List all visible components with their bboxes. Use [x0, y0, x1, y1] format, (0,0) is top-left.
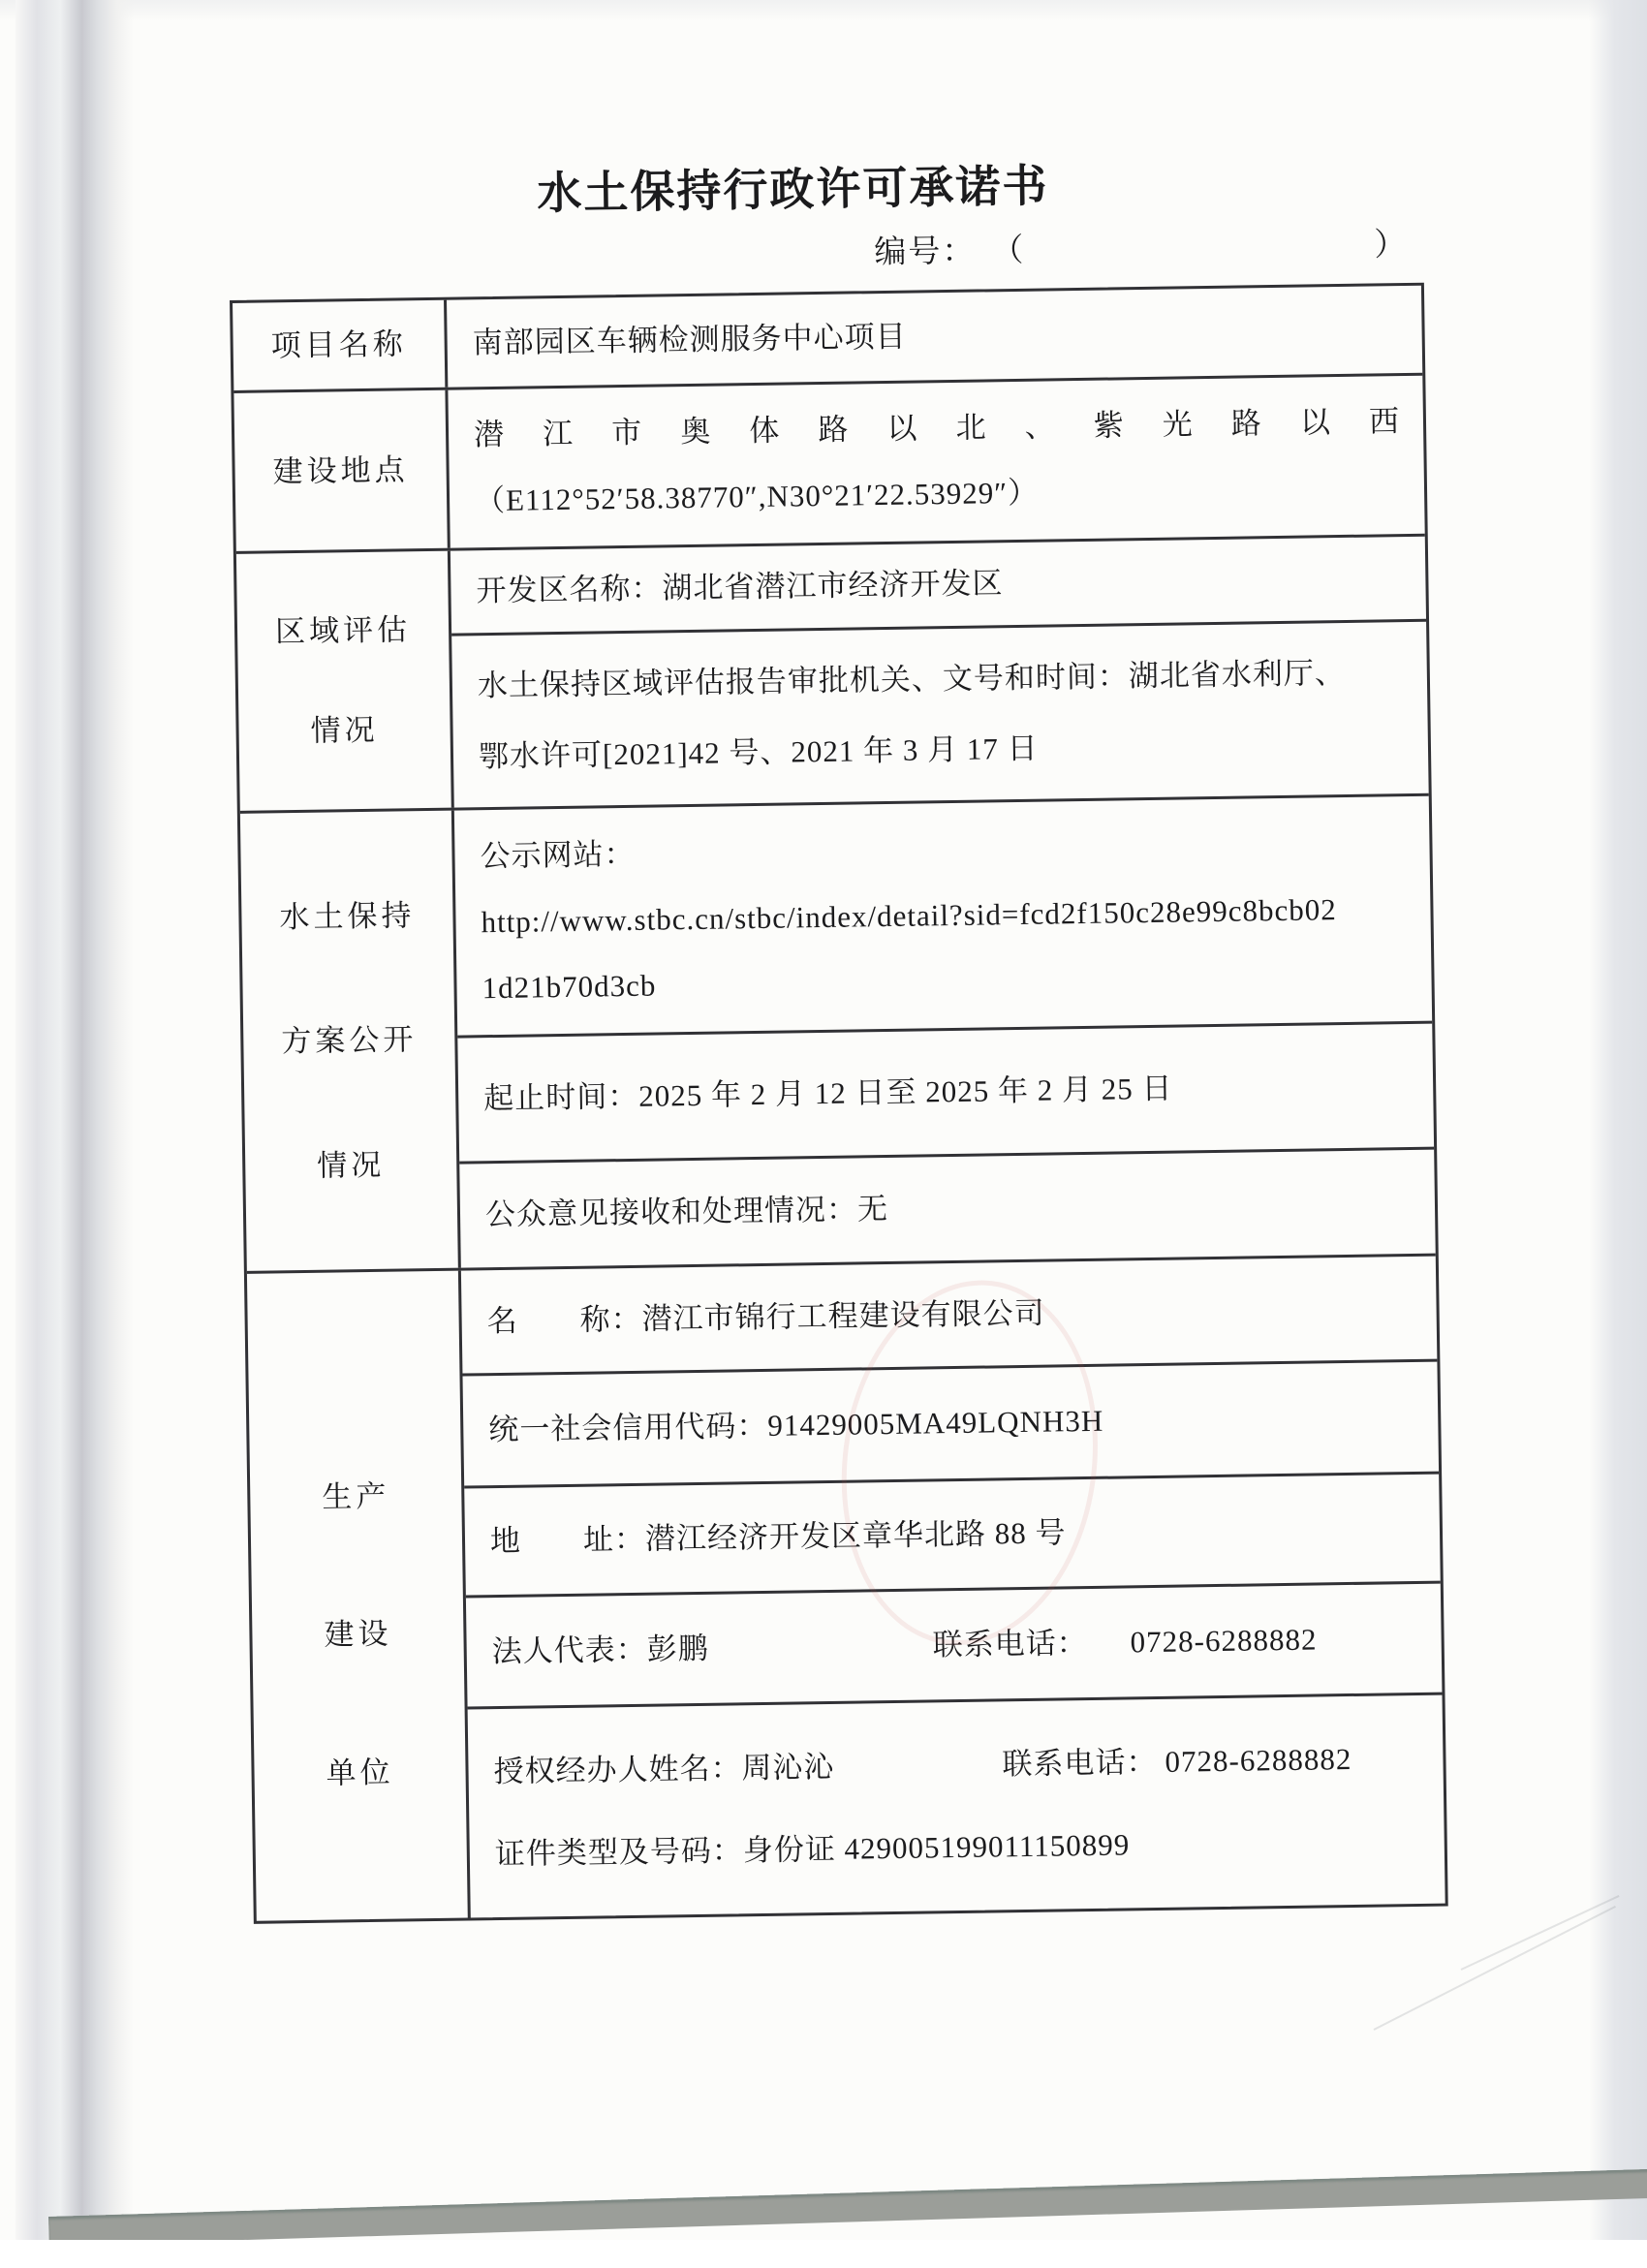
legal-rep-phone-number: 0728-6288882 [1130, 1622, 1318, 1660]
credit-code: 统一社会信用代码：91429005MA49LQNH3H [488, 1404, 1104, 1447]
project-name-cell [447, 286, 1422, 388]
permit-info-table [230, 283, 1448, 1924]
page-title: 水土保持行政许可承诺书 [537, 161, 1049, 219]
scan-edge-shadow-right [1589, 0, 1647, 2265]
scan-edge-shadow-top [0, 0, 1647, 21]
legal-representative: 法人代表：彭鹏 [491, 1631, 709, 1668]
scanner-background [0, 2240, 1647, 2265]
authorized-agent-line [493, 1739, 1419, 1791]
agent-phone-number: 0728-6288882 [1165, 1741, 1352, 1779]
publicity-website-url-cont: 1d21b70d3cb [482, 968, 657, 1006]
regional-assessment-cells [451, 537, 1429, 808]
publicity-website-cell [454, 796, 1432, 1036]
unit-name: 名 称：潜江市锦行工程建设有限公司 [486, 1295, 1045, 1339]
authorized-agent-cell [468, 1693, 1445, 1918]
table-row-construction-unit [247, 1254, 1445, 1921]
table-row-location [233, 373, 1424, 551]
row-label-regional-assessment [236, 551, 454, 811]
public-comments: 公众意见接收和处理情况：无 [484, 1192, 889, 1232]
row-label-project-name [233, 300, 448, 390]
plan-publicity-cells [454, 796, 1436, 1268]
row-label-construction-unit [247, 1271, 471, 1921]
agent-id-document: 证件类型及号码：身份证 429005199011150899 [494, 1827, 1131, 1872]
publicity-website-url: http://www.stbc.cn/stbc/index/detail?sid=fcd2f150c28e99c8bcb02 [481, 891, 1337, 940]
assessment-approval-line1: 水土保持区域评估报告审批机关、文号和时间：湖北省水利厅、 [477, 656, 1347, 703]
authorized-agent-name: 授权经办人姓名：周沁沁 [493, 1749, 835, 1788]
table-row-plan-publicity [240, 793, 1436, 1271]
label-text-line2: 方案公开 [281, 1022, 418, 1059]
assessment-approval-cell [451, 619, 1429, 808]
agent-phone-label: 联系电话： [1002, 1744, 1158, 1782]
project-name-value: 南部园区车辆检测服务中心项目 [472, 319, 907, 360]
label-text-line2: 情况 [310, 712, 379, 748]
label-text-line1: 生产 [322, 1478, 390, 1514]
development-zone-name-cell [451, 537, 1426, 634]
location-coordinates: （E112°52′58.38770″,N30°21′22.53929″） [474, 475, 1040, 518]
label-text-line1: 区域评估 [274, 612, 412, 649]
label-text-line1: 水土保持 [279, 897, 416, 934]
label-text: 项目名称 [270, 326, 407, 363]
scan-edge-shadow-left [16, 0, 134, 2265]
location-line1: 潜江市奥体路以北、紫光路以西 [473, 404, 1401, 452]
table-row-project-name [233, 286, 1422, 390]
label-text-line3: 单位 [326, 1755, 394, 1790]
row-label-plan-publicity [240, 811, 461, 1271]
serial-number-line [874, 219, 1409, 272]
unit-address: 地 址：潜江经济开发区章华北路 88 号 [489, 1515, 1067, 1558]
assessment-approval-line2: 鄂水许可[2021]42 号、2021 年 3 月 17 日 [478, 730, 1039, 773]
location-cell [448, 376, 1424, 548]
serial-open-paren: （ [991, 233, 1026, 269]
table-row-regional-assessment [236, 534, 1429, 811]
publicity-website-label: 公示网站： [480, 836, 636, 873]
label-text: 建设地点 [272, 451, 409, 488]
public-comments-cell [459, 1147, 1436, 1268]
serial-blank-space [1026, 264, 1375, 269]
row-label-location [233, 390, 450, 551]
legal-rep-phone-label: 联系电话： [932, 1625, 1088, 1662]
development-zone-name: 开发区名称：湖北省潜江市经济开发区 [476, 566, 1004, 608]
label-text-line2: 建设 [324, 1616, 392, 1652]
serial-label: 编号： [874, 233, 977, 271]
label-text-line3: 情况 [316, 1147, 386, 1183]
serial-close-paren: ） [1374, 227, 1409, 264]
publicity-period: 起止时间：2025 年 2 月 12 日至 2025 年 2 月 25 日 [482, 1071, 1173, 1116]
publicity-period-cell [457, 1021, 1434, 1162]
